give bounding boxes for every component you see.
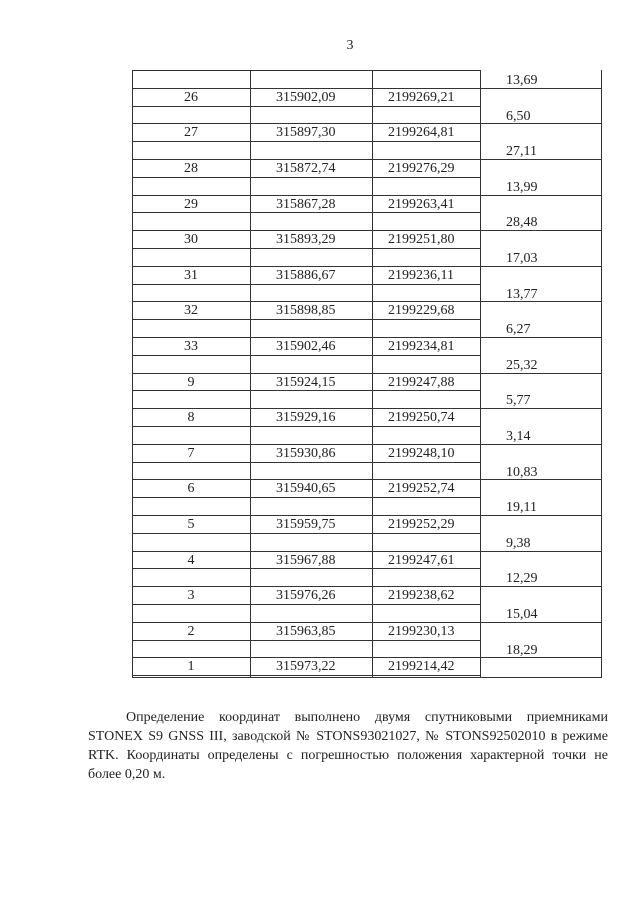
table-row-line bbox=[132, 640, 480, 641]
coordinate-x: 315898,85 bbox=[276, 303, 336, 318]
coordinate-y: 2199234,81 bbox=[388, 339, 455, 354]
table-row-line bbox=[132, 177, 480, 178]
coordinate-y: 2199252,74 bbox=[388, 481, 455, 496]
point-number: 32 bbox=[184, 303, 198, 318]
coordinate-y: 2199214,42 bbox=[388, 659, 455, 674]
coordinate-y: 2199263,41 bbox=[388, 197, 455, 212]
table-row-line bbox=[132, 141, 480, 142]
coordinate-x: 315886,67 bbox=[276, 268, 336, 283]
coordinate-x: 315940,65 bbox=[276, 481, 336, 496]
coordinate-x: 315867,28 bbox=[276, 197, 336, 212]
coordinate-x: 315902,46 bbox=[276, 339, 336, 354]
table-row-line bbox=[132, 248, 480, 249]
measurement-note bbox=[88, 708, 608, 784]
coordinate-y: 2199250,74 bbox=[388, 410, 455, 425]
side-length: 10,83 bbox=[506, 465, 538, 480]
side-length: 17,03 bbox=[506, 251, 538, 266]
measurement-note-text: Определение координат выполнено двумя спутниковыми приемниками STONEX S9 GNSS III, заводской № STONS93021027, № STONS92502010 в режиме RTK. Координаты определены с погрешностью положения характерной точки не более 0,20 м. bbox=[88, 710, 608, 782]
table-row-line bbox=[132, 355, 480, 356]
coordinates-table bbox=[132, 70, 602, 677]
coordinate-y: 2199230,13 bbox=[388, 624, 455, 639]
coordinate-y: 2199276,29 bbox=[388, 161, 455, 176]
point-number: 29 bbox=[184, 197, 198, 212]
coordinate-y: 2199248,10 bbox=[388, 446, 455, 461]
side-length: 28,48 bbox=[506, 215, 538, 230]
coordinate-y: 2199264,81 bbox=[388, 125, 455, 140]
side-length: 19,11 bbox=[506, 500, 537, 515]
table-row-line bbox=[132, 497, 480, 498]
table-column-line bbox=[601, 70, 602, 677]
point-number: 8 bbox=[187, 410, 195, 425]
point-number: 7 bbox=[187, 446, 195, 461]
side-length: 27,11 bbox=[506, 144, 537, 159]
table-row-line bbox=[132, 319, 480, 320]
point-number: 3 bbox=[187, 588, 195, 603]
side-length: 3,14 bbox=[506, 429, 531, 444]
table-column-line bbox=[250, 70, 251, 677]
point-number: 31 bbox=[184, 268, 198, 283]
side-length: 12,29 bbox=[506, 571, 538, 586]
side-length: 9,38 bbox=[506, 536, 531, 551]
coordinate-x: 315973,22 bbox=[276, 659, 336, 674]
point-number: 33 bbox=[184, 339, 198, 354]
table-row-line bbox=[132, 106, 480, 107]
side-length: 18,29 bbox=[506, 643, 538, 658]
point-number: 4 bbox=[187, 553, 195, 568]
side-length: 13,69 bbox=[506, 73, 538, 88]
side-length: 6,50 bbox=[506, 109, 531, 124]
side-length: 13,99 bbox=[506, 180, 538, 195]
side-length: 6,27 bbox=[506, 322, 531, 337]
side-length: 15,04 bbox=[506, 607, 538, 622]
coordinate-x: 315893,29 bbox=[276, 232, 336, 247]
page-number: 3 bbox=[346, 38, 354, 53]
point-number: 28 bbox=[184, 161, 198, 176]
side-length: 13,77 bbox=[506, 287, 538, 302]
table-row-line bbox=[132, 675, 480, 676]
side-length: 25,32 bbox=[506, 358, 538, 373]
coordinate-x: 315963,85 bbox=[276, 624, 336, 639]
coordinate-y: 2199236,11 bbox=[388, 268, 454, 283]
table-row-line bbox=[132, 462, 480, 463]
point-number: 5 bbox=[187, 517, 195, 532]
table-row-line bbox=[132, 533, 480, 534]
coordinate-x: 315897,30 bbox=[276, 125, 336, 140]
point-number: 30 bbox=[184, 232, 198, 247]
table-row-line bbox=[132, 426, 480, 427]
point-number: 1 bbox=[187, 659, 195, 674]
point-number: 26 bbox=[184, 90, 198, 105]
coordinate-x: 315902,09 bbox=[276, 90, 336, 105]
coordinate-x: 315967,88 bbox=[276, 553, 336, 568]
table-row-line bbox=[132, 70, 480, 71]
coordinate-y: 2199252,29 bbox=[388, 517, 455, 532]
coordinate-x: 315959,75 bbox=[276, 517, 336, 532]
coordinate-y: 2199247,88 bbox=[388, 375, 455, 390]
coordinate-x: 315872,74 bbox=[276, 161, 336, 176]
coordinate-y: 2199229,68 bbox=[388, 303, 455, 318]
coordinate-y: 2199269,21 bbox=[388, 90, 455, 105]
coordinate-x: 315929,16 bbox=[276, 410, 336, 425]
table-bottom-line bbox=[132, 677, 602, 678]
point-number: 27 bbox=[184, 125, 198, 140]
coordinate-x: 315976,26 bbox=[276, 588, 336, 603]
table-row-line bbox=[132, 604, 480, 605]
point-number: 9 bbox=[187, 375, 195, 390]
coordinate-y: 2199251,80 bbox=[388, 232, 455, 247]
coordinate-x: 315924,15 bbox=[276, 375, 336, 390]
side-length: 5,77 bbox=[506, 393, 531, 408]
point-number: 2 bbox=[187, 624, 195, 639]
point-number: 6 bbox=[187, 481, 195, 496]
coordinate-y: 2199247,61 bbox=[388, 553, 455, 568]
coordinate-y: 2199238,62 bbox=[388, 588, 455, 603]
coordinate-x: 315930,86 bbox=[276, 446, 336, 461]
table-row-line bbox=[132, 284, 480, 285]
